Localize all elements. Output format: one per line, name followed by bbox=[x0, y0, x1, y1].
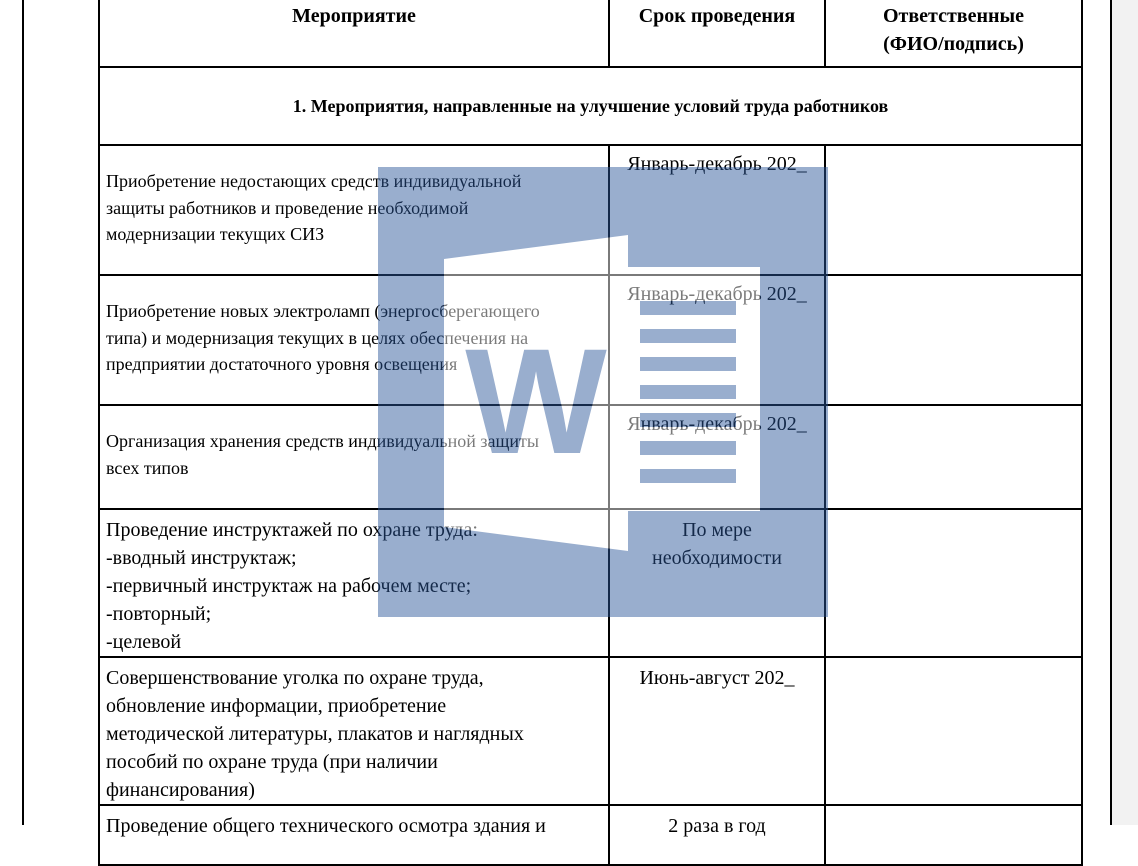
period-cell: Июнь-август 202_ bbox=[609, 657, 825, 805]
responsible-cell bbox=[825, 275, 1082, 405]
responsible-cell bbox=[825, 657, 1082, 805]
header-responsible: Ответственные (ФИО/подпись) bbox=[825, 0, 1082, 67]
period-cell: По мере необходимости bbox=[609, 509, 825, 657]
header-period: Срок проведения bbox=[609, 0, 825, 67]
activity-cell: Организация хранения средств индивидуальной защиты всех типов bbox=[99, 405, 609, 509]
table-row bbox=[99, 805, 1082, 865]
responsible-cell bbox=[825, 145, 1082, 275]
responsible-cell bbox=[825, 805, 1082, 865]
period-cell: 2 раза в год bbox=[609, 805, 825, 865]
responsible-cell bbox=[825, 405, 1082, 509]
activity-cell: Совершенствование уголка по охране труда, обновление информации, приобретение методической литературы, плакатов и наглядных пособий по охране труда (при наличии финансирования) bbox=[99, 657, 609, 805]
safety-plan-table bbox=[98, 0, 1083, 866]
activity-cell: Приобретение недостающих средств индивидуальной защиты работников и проведение необходимой модернизации текущих СИЗ bbox=[99, 145, 609, 275]
section-title: 1. Мероприятия, направленные на улучшение условий труда работников bbox=[99, 67, 1082, 145]
header-row bbox=[99, 0, 1082, 67]
table-row bbox=[99, 405, 1082, 509]
watermark-letter: W bbox=[465, 317, 607, 485]
activity-cell: Проведение общего технического осмотра здания и bbox=[99, 805, 609, 865]
period-cell: Январь-декабрь 202_ bbox=[609, 405, 825, 509]
header-activity: Мероприятие bbox=[99, 0, 609, 67]
page-margin-shadow bbox=[1112, 0, 1138, 825]
responsible-cell bbox=[825, 509, 1082, 657]
activity-cell: Приобретение новых электроламп (энергосберегающего типа) и модернизация текущих в целях обеспечения на предприятии достаточного уровня освещения bbox=[99, 275, 609, 405]
table-row bbox=[99, 275, 1082, 405]
table-row bbox=[99, 657, 1082, 805]
table-row bbox=[99, 145, 1082, 275]
table-row bbox=[99, 509, 1082, 657]
section-row bbox=[99, 67, 1082, 145]
period-cell: Январь-декабрь 202_ bbox=[609, 275, 825, 405]
period-cell: Январь-декабрь 202_ bbox=[609, 145, 825, 275]
page-left-border bbox=[22, 0, 24, 825]
activity-cell: Проведение инструктажей по охране труда: -вводный инструктаж; -первичный инструктаж на рабочем месте; -повторный; -целевой bbox=[99, 509, 609, 657]
